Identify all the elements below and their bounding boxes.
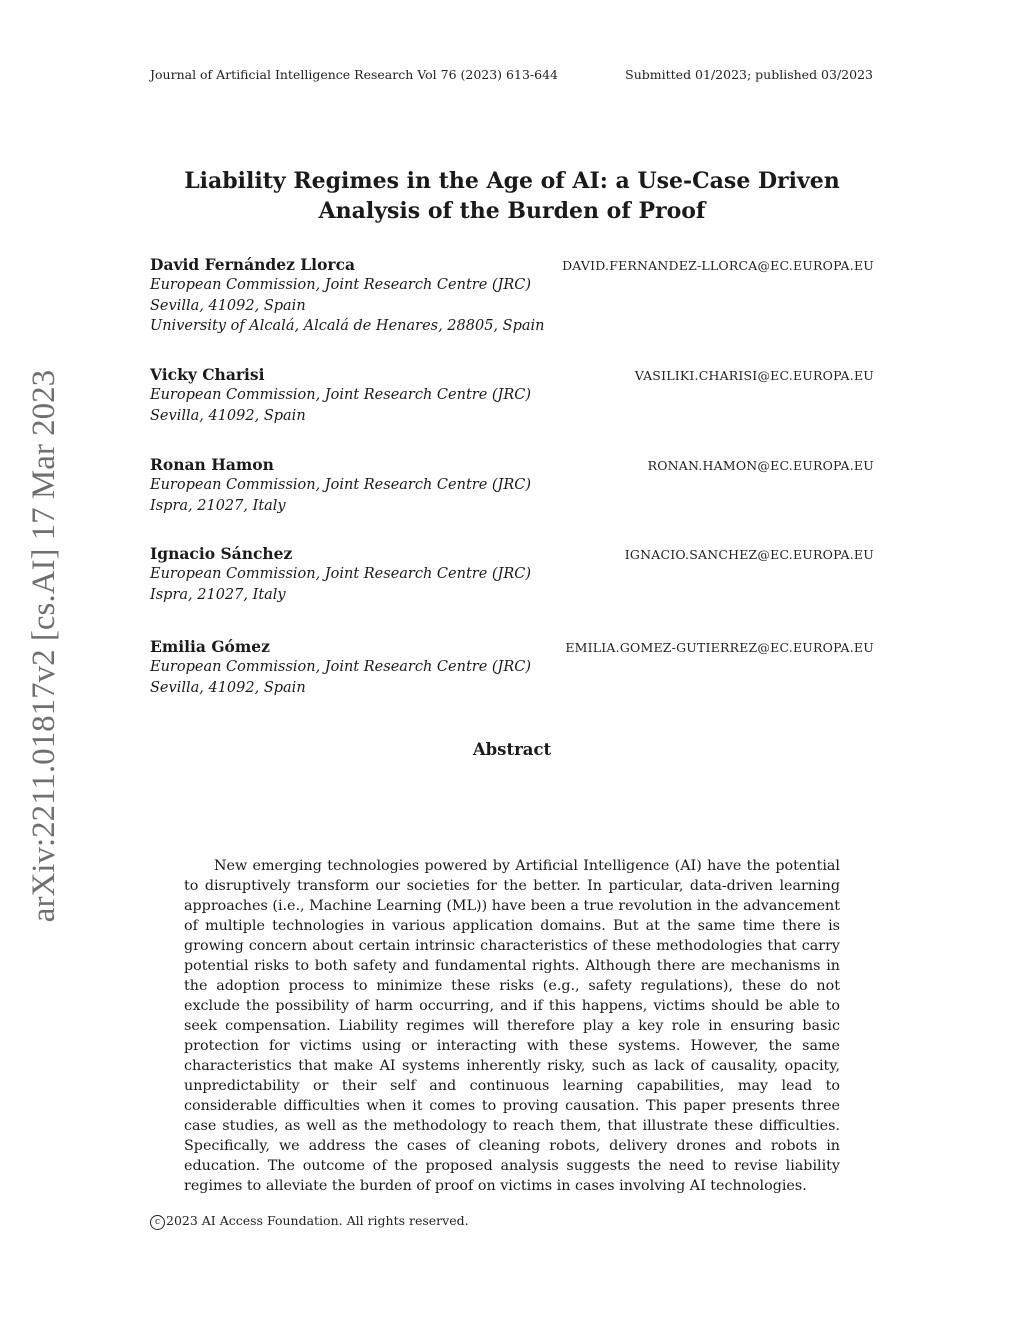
- author-affiliation: European Commission, Joint Research Centre (JRC): [150, 387, 532, 403]
- author-email[interactable]: RONAN.HAMON@EC.EUROPA.EU: [647, 458, 874, 473]
- author-email[interactable]: EMILIA.GOMEZ-GUTIERREZ@EC.EUROPA.EU: [565, 640, 874, 655]
- author-affiliation: Sevilla, 41092, Spain: [150, 679, 306, 696]
- author-affiliation: European Commission, Joint Research Centre (JRC): [150, 477, 532, 493]
- author-email[interactable]: VASILIKI.CHARISI@EC.EUROPA.EU: [634, 368, 874, 383]
- author-block: [150, 636, 874, 698]
- author-name: Ronan Hamon: [150, 455, 274, 474]
- author-name: Ignacio Sánchez: [150, 544, 293, 563]
- submission-dates: Submitted 01/2023; published 03/2023: [625, 67, 873, 82]
- author-name: Vicky Charisi: [150, 365, 265, 384]
- author-name: David Fernández Llorca: [150, 255, 356, 274]
- copyright-text: 2023 AI Access Foundation. All rights reserved.: [166, 1213, 469, 1228]
- abstract-heading: Abstract: [472, 740, 552, 759]
- author-block: [150, 364, 874, 426]
- title-line-2: Analysis of the Burden of Proof: [318, 198, 706, 224]
- author-affiliation: Sevilla, 41092, Spain: [150, 297, 306, 314]
- author-affiliation: Ispra, 21027, Italy: [150, 586, 286, 603]
- author-affiliation: European Commission, Joint Research Centre (JRC): [150, 277, 532, 293]
- author-affiliation: Sevilla, 41092, Spain: [150, 407, 306, 424]
- author-name: Emilia Gómez: [150, 637, 270, 656]
- title-line-1: Liability Regimes in the Age of AI: a Use-Case Driven: [184, 168, 840, 194]
- author-block: [150, 254, 874, 337]
- author-email[interactable]: DAVID.FERNANDEZ-LLORCA@EC.EUROPA.EU: [562, 258, 874, 273]
- author-email[interactable]: IGNACIO.SANCHEZ@EC.EUROPA.EU: [624, 547, 874, 562]
- author-affiliation: European Commission, Joint Research Centre (JRC): [150, 659, 532, 675]
- paper-title: [150, 166, 874, 226]
- author-block: [150, 454, 874, 516]
- abstract-text: New emerging technologies powered by Artificial Intelligence (AI) have the potential to disruptively transform our societies for the better. In particular, data-driven learning approaches (i.e., Machine Learning (ML)) have been a true revolution in the advancement of multiple technologies in various application domains. But at the same time there is growing concern about certain intrinsic characteristics of these methodologies that carry potential risks to both safety and fundamental rights. Although there are mechanisms in the adoption process to minimize these risks (e.g., safety regulations), these do not exclude the possibility of harm occurring, and if this happens, victims should be able to seek compensation. Liability regimes will therefore play a key role in ensuring basic protection for victims using or interacting with these systems. However, the same characteristics that make AI systems inherently risky, such as lack of causality, opacity, unpredictability or their self and continuous learning capabilities, may lead to considerable difficulties when it comes to proving causation. This paper presents three case studies, as well as the methodology to reach them, that illustrate these difficulties. Specifically, we address the cases of cleaning robots, delivery drones and robots in education. The outcome of the proposed analysis suggests the need to revise liability regimes to alleviate the burden of proof on victims in cases involving AI technologies.: [184, 858, 840, 1195]
- author-block: [150, 543, 874, 605]
- author-affiliation: University of Alcalá, Alcalá de Henares, 28805, Spain: [150, 318, 545, 334]
- author-affiliation: Ispra, 21027, Italy: [150, 497, 286, 514]
- copyright-icon: c: [150, 1215, 165, 1230]
- arxiv-stamp: arXiv:2211.01817v2 [cs.AI] 17 Mar 2023: [26, 369, 62, 923]
- copyright-notice: [150, 1213, 469, 1230]
- author-affiliation: European Commission, Joint Research Centre (JRC): [150, 566, 532, 582]
- journal-header: Journal of Artificial Intelligence Research Vol 76 (2023) 613-644: [150, 67, 558, 82]
